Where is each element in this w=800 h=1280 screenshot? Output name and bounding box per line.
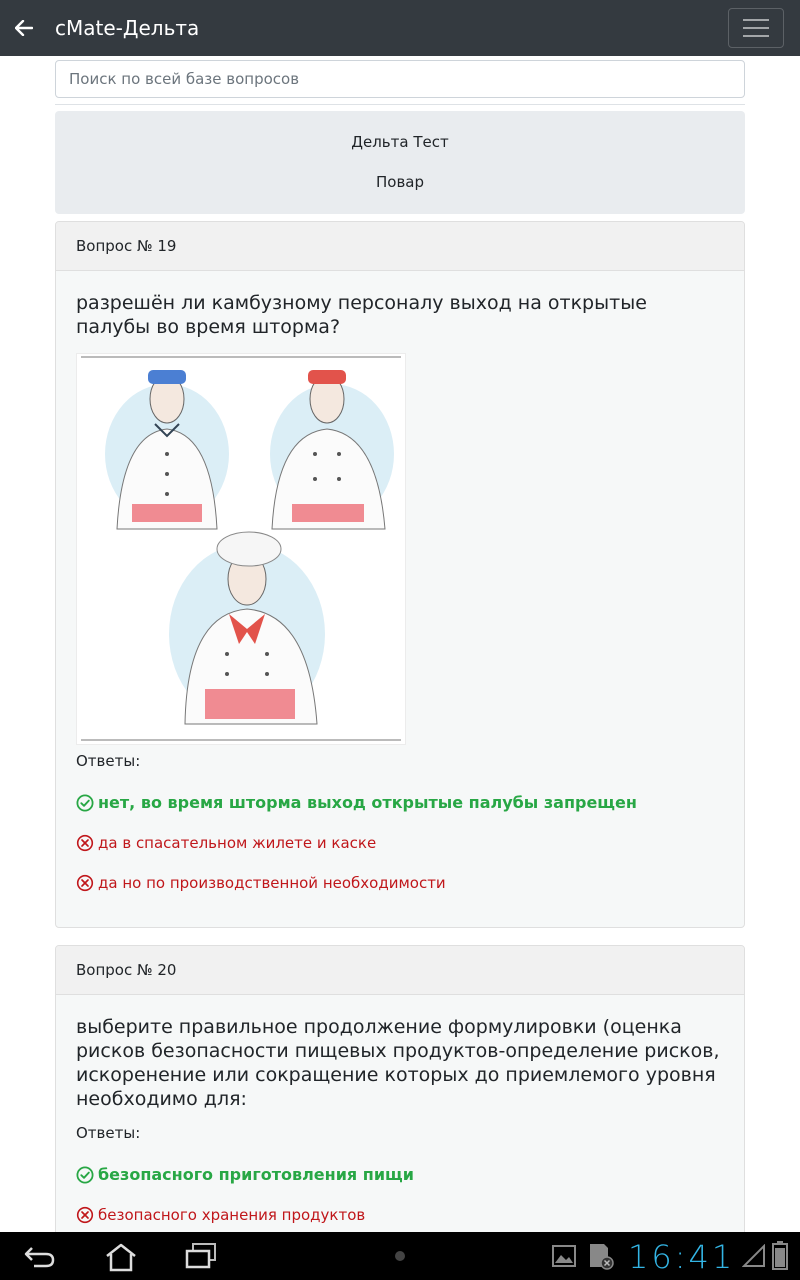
answer-wrong xyxy=(76,833,724,853)
sd-card-icon xyxy=(586,1241,616,1271)
question-illustration xyxy=(76,353,406,745)
answer-text: да но по производственной необходимости xyxy=(98,874,446,892)
answer-wrong xyxy=(76,1205,724,1225)
x-circle-icon xyxy=(76,874,94,892)
back-icon[interactable] xyxy=(22,1242,58,1270)
question-text: разрешён ли камбузному персоналу выход на открытые палубы во время шторма? xyxy=(76,292,647,338)
answer-correct xyxy=(76,793,724,813)
clock: 16:41 xyxy=(628,1238,736,1276)
answers-label: Ответы: xyxy=(76,752,141,770)
test-category: Повар xyxy=(375,173,424,191)
x-circle-icon xyxy=(76,1206,94,1224)
answer-text: безопасного приготовления пищи xyxy=(98,1165,414,1184)
main-content xyxy=(55,56,745,1265)
question-card xyxy=(55,221,745,928)
battery-icon xyxy=(772,1240,788,1270)
menu-bar-icon xyxy=(743,27,769,29)
answer-text: да в спасательном жилете и каске xyxy=(98,834,377,852)
gallery-notification-icon xyxy=(552,1245,576,1267)
cooks-uniform-illustration xyxy=(77,354,405,744)
signal-icon xyxy=(742,1244,766,1268)
answer-text: нет, во время шторма выход открытые палубы запрещен xyxy=(98,793,637,812)
menu-bar-icon xyxy=(743,35,769,37)
recent-apps-icon[interactable] xyxy=(184,1242,218,1270)
hamburger-menu-button[interactable] xyxy=(728,8,784,48)
divider xyxy=(55,104,745,105)
question-text: выберите правильное продолжение формулировки (оценка рисков безопасности пищевых продуктов-определение рисков, искоренение или сокращение которых до приемлемого уровня необходимо для: xyxy=(76,1016,720,1110)
answer-wrong xyxy=(76,873,724,893)
answers-label: Ответы: xyxy=(76,1124,141,1142)
question-card xyxy=(55,945,745,1265)
answer-correct xyxy=(76,1165,724,1185)
x-circle-icon xyxy=(76,834,94,852)
search-input[interactable] xyxy=(55,60,745,98)
check-circle-icon xyxy=(76,1166,94,1184)
test-name: Дельта Тест xyxy=(351,133,449,151)
check-circle-icon xyxy=(76,794,94,812)
test-info-panel xyxy=(55,111,745,214)
question-number: Вопрос № 19 xyxy=(56,222,744,271)
app-title: cMate-Дельта xyxy=(55,16,200,40)
answer-text: безопасного хранения продуктов xyxy=(98,1206,366,1224)
menu-bar-icon xyxy=(743,19,769,21)
system-navigation-bar xyxy=(0,1232,800,1280)
navbar xyxy=(0,0,800,56)
home-icon[interactable] xyxy=(104,1242,138,1272)
dot-indicator-icon xyxy=(394,1250,406,1262)
back-arrow-icon[interactable] xyxy=(12,16,36,40)
question-number: Вопрос № 20 xyxy=(56,946,744,995)
